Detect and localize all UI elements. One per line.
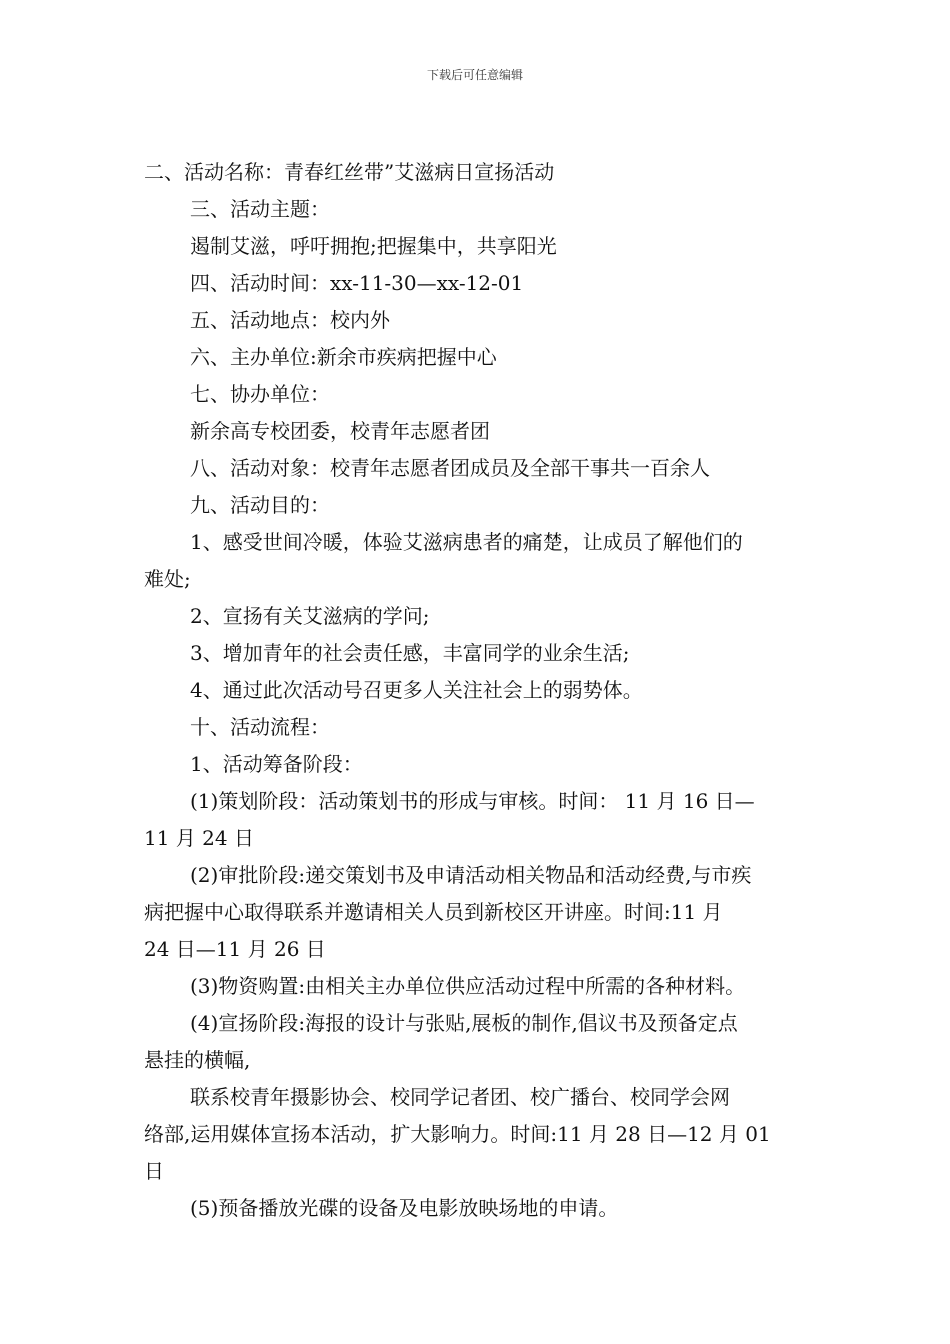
text-line: 九、活动目的：	[190, 493, 330, 517]
text-line: 五、活动地点：校内外	[190, 308, 390, 332]
text-line: 1、感受世间冷暖，体验艾滋病患者的痛楚，让成员了解他们的	[190, 530, 743, 554]
text-line: 24 日—11 月 26 日	[144, 937, 326, 961]
text-line: 六、主办单位:新余市疾病把握中心	[190, 345, 497, 369]
text-line: 病把握中心取得联系并邀请相关人员到新校区开讲座。时间:11 月	[144, 900, 723, 924]
text-line: 七、协办单位：	[190, 382, 330, 406]
text-line: 11 月 24 日	[144, 826, 254, 850]
text-line: 4、通过此次活动号召更多人关注社会上的弱势体。	[190, 678, 643, 702]
page-header: 下载后可任意编辑	[426, 68, 523, 82]
text-line: 四、活动时间：xx-11-30—xx-12-01	[190, 271, 524, 295]
text-line: (1)策划阶段：活动策划书的形成与审核。时间： 11 月 16 日—	[190, 789, 755, 813]
text-line: 难处;	[144, 567, 191, 591]
document-body	[144, 154, 808, 1227]
text-line: (4)宣扬阶段:海报的设计与张贴,展板的制作,倡议书及预备定点	[190, 1011, 738, 1035]
text-line: 日	[144, 1159, 164, 1183]
text-line: (2)审批阶段:递交策划书及申请活动相关物品和活动经费,与市疾	[190, 863, 752, 887]
text-line: 联系校青年摄影协会、校同学记者团、校广播台、校同学会网	[190, 1085, 730, 1109]
text-line: 遏制艾滋，呼吁拥抱;把握集中，共享阳光	[190, 234, 557, 258]
text-line: 八、活动对象：校青年志愿者团成员及全部干事共一百余人	[190, 456, 710, 480]
text-line: 新余高专校团委，校青年志愿者团	[190, 419, 490, 443]
text-line: 络部,运用媒体宣扬本活动，扩大影响力。时间:11 月 28 日—12 月 01	[144, 1122, 771, 1146]
text-line: 3、增加青年的社会责任感，丰富同学的业余生活;	[190, 641, 630, 665]
text-line: 二、活动名称：青春红丝带”艾滋病日宣扬活动	[144, 160, 555, 184]
text-line: 1、活动筹备阶段：	[190, 752, 363, 776]
text-line: 三、活动主题：	[190, 197, 330, 221]
text-line: (3)物资购置:由相关主办单位供应活动过程中所需的各种材料。	[190, 974, 746, 998]
text-line: 悬挂的横幅,	[144, 1048, 251, 1072]
text-line: 十、活动流程：	[190, 715, 330, 739]
text-line: 2、宣扬有关艾滋病的学问;	[190, 604, 430, 628]
text-line: (5)预备播放光碟的设备及电影放映场地的申请。	[190, 1196, 619, 1220]
